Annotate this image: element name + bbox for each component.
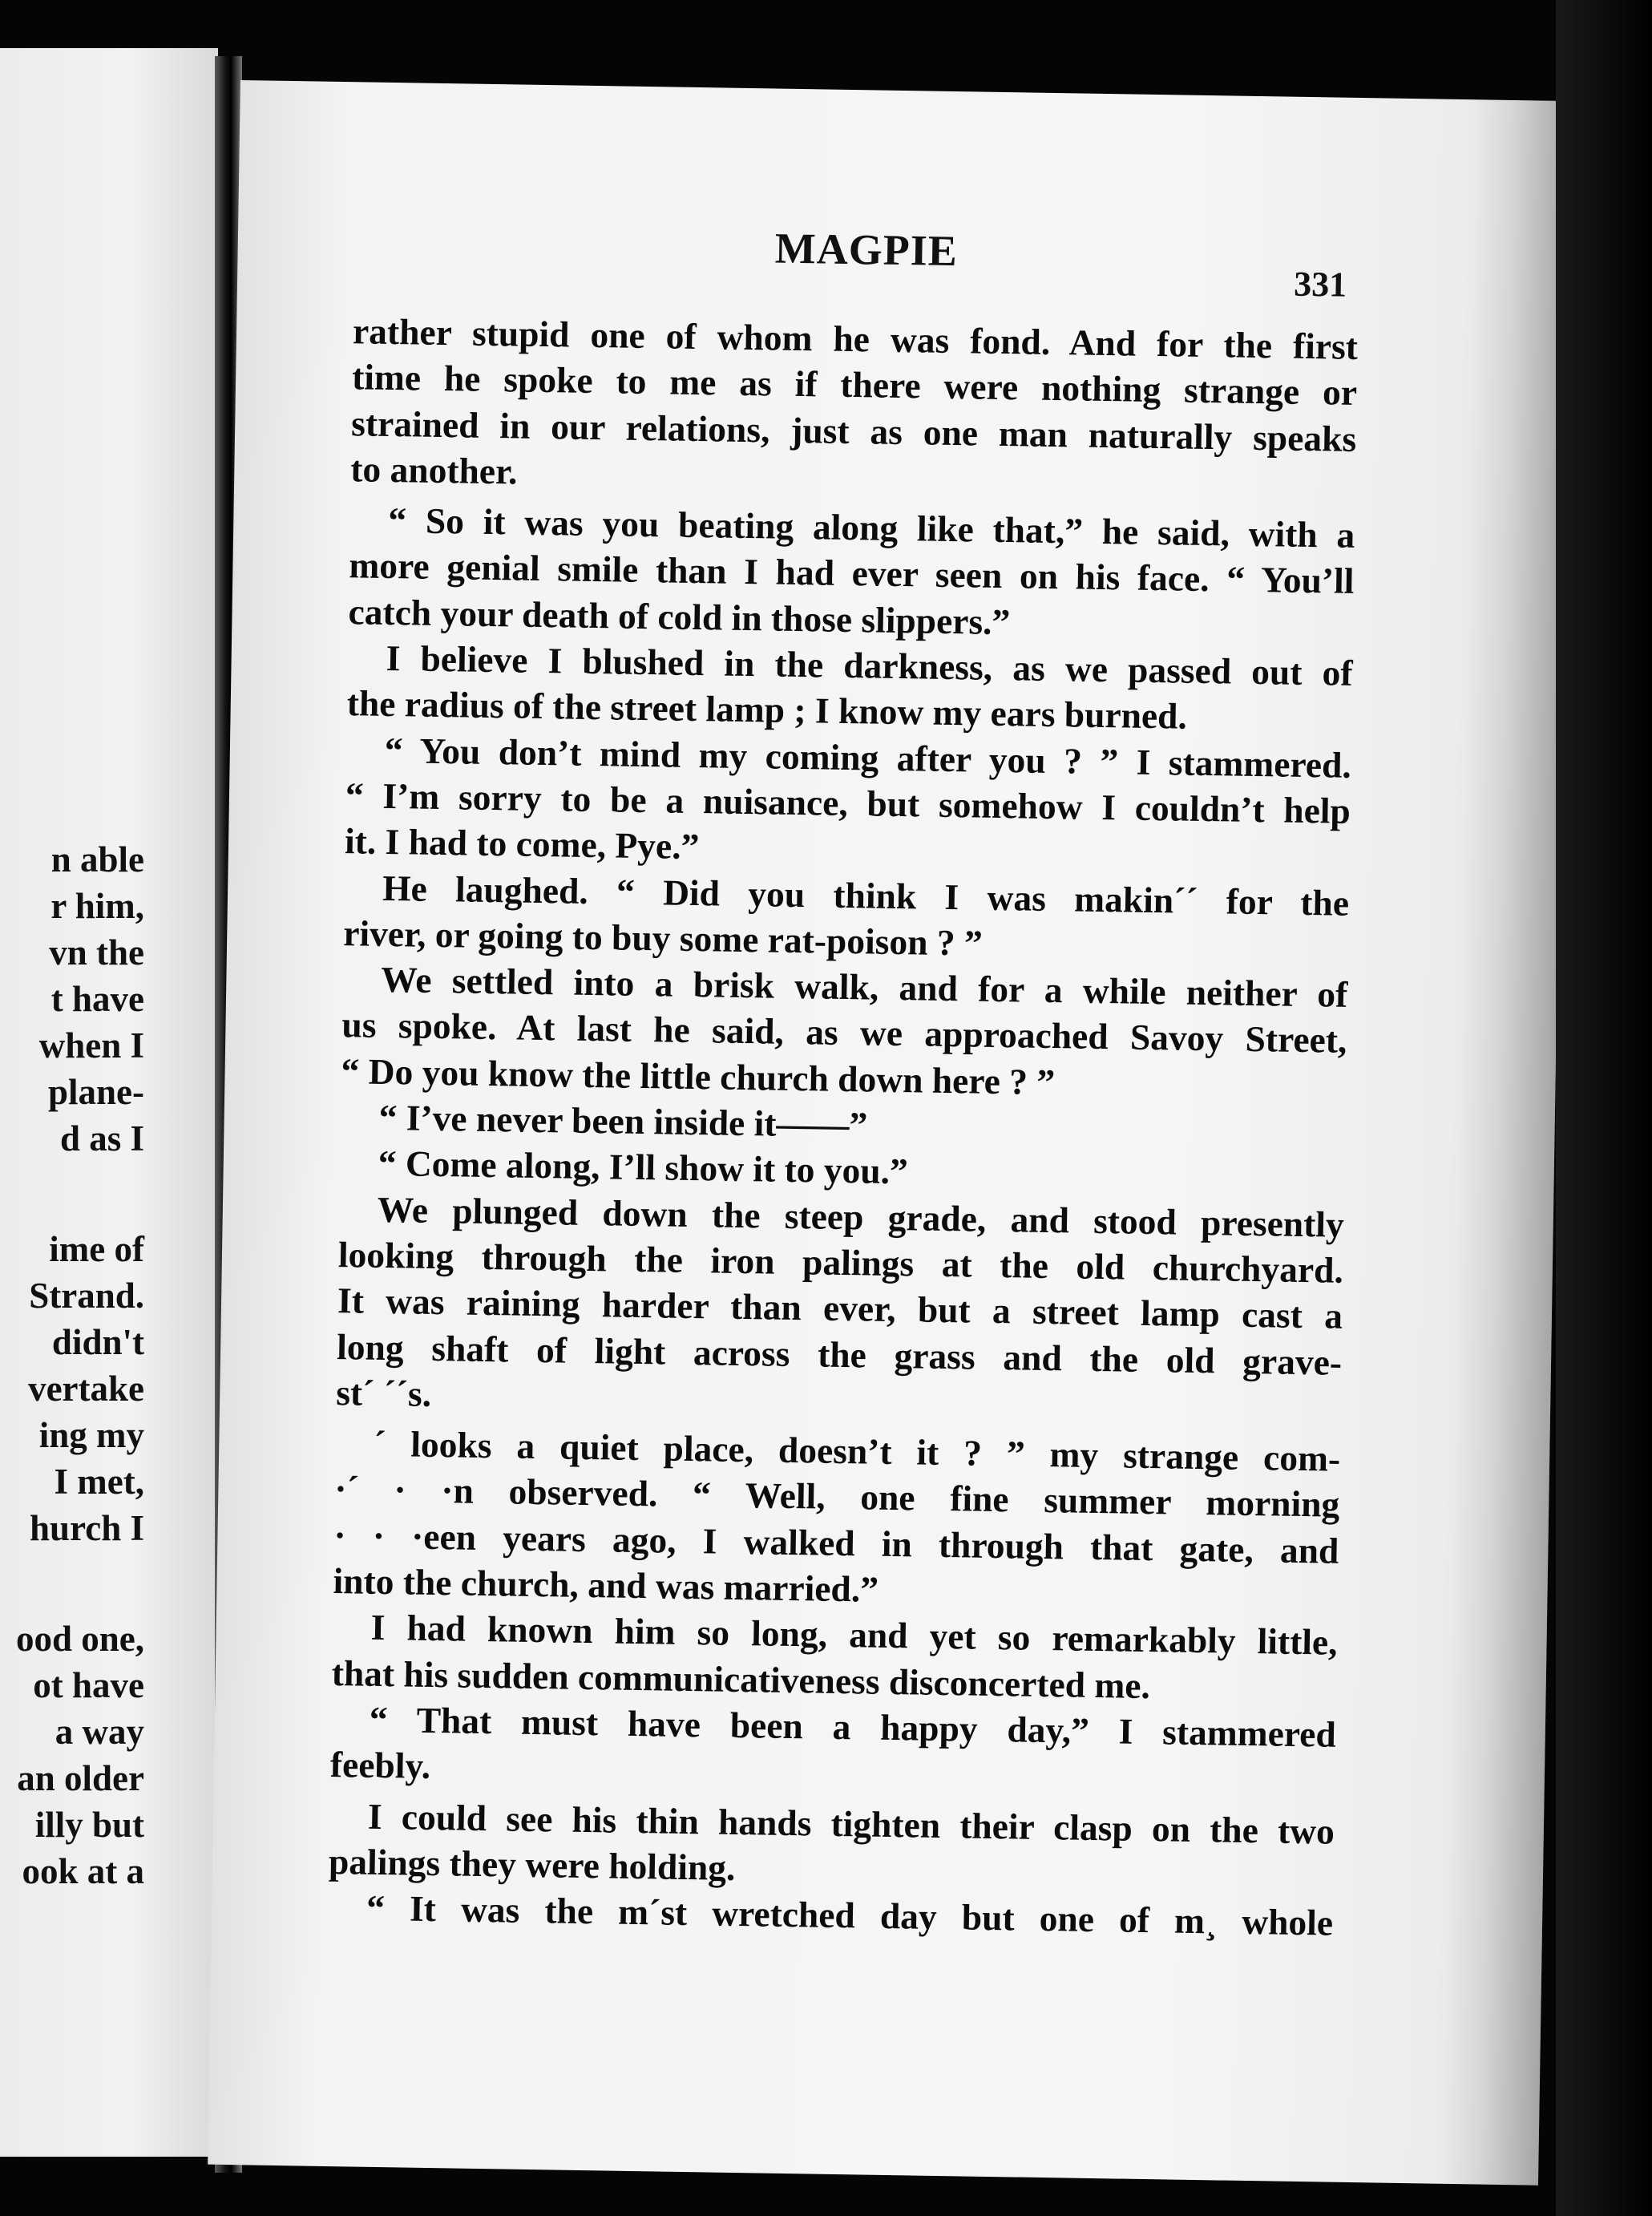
text-line: “ That must have been a happy day,” I stammered	[369, 1698, 1337, 1755]
text-line: ·´ · ·n observed. “ Well, one fine summer morning	[334, 1468, 1340, 1526]
text-line: that his sudden communicativeness disconcerted me.	[331, 1652, 1151, 1706]
text-line: catch your death of cold in those slippers.”	[348, 590, 1011, 642]
left-page-text-fragment: ing my	[38, 1415, 144, 1455]
text-line: I believe I blushed in the darkness, as we passed out of	[386, 637, 1353, 694]
left-page-text-fragment: t have	[50, 979, 144, 1019]
left-page-text-fragment: vn the	[49, 932, 144, 973]
book-cover-edge	[1556, 0, 1652, 2216]
body-text	[328, 308, 1359, 1946]
text-line: strained in our relations, just as one man naturally speaks	[350, 402, 1357, 459]
text-line: “ Do you know the little church down here ? ”	[341, 1049, 1056, 1102]
text-line: to another.	[350, 448, 518, 492]
page-edge-shadow	[1442, 99, 1571, 2186]
text-line: more genial smile than I had ever seen on his face. “ You’ll	[349, 544, 1355, 602]
text-line: feebly.	[329, 1744, 431, 1787]
left-page-text-fragment: n able	[50, 839, 144, 880]
left-page-fragment	[0, 48, 218, 2157]
text-line: “ I’m sorry to be a nuisance, but somehow I couldn’t help	[345, 774, 1351, 831]
text-line: st´ ´´s.	[335, 1371, 432, 1414]
left-page-text-fragment: ood one,	[15, 1619, 144, 1659]
left-page-text-fragment: a way	[55, 1712, 144, 1752]
text-line: it. I had to come, Pye.”	[344, 820, 700, 867]
left-page-text-fragment: an older	[17, 1758, 144, 1798]
text-line: We settled into a brisk walk, and for a while neither of	[381, 959, 1348, 1015]
left-page-text-fragment: I met,	[54, 1462, 144, 1502]
text-line: · · ·een years ago, I walked in through that gate, and	[333, 1514, 1339, 1571]
left-page-text-fragment: when I	[38, 1025, 144, 1066]
text-line: “ You don’t mind my coming after you ? ” I stammered.	[384, 729, 1352, 786]
text-line: “ Come along, I’ll show it to you.”	[378, 1142, 909, 1192]
right-page	[208, 80, 1571, 2186]
text-line: time he spoke to me as if there were nothing strange or	[351, 356, 1358, 414]
text-line: river, or going to buy some rat-poison ? ”	[342, 912, 984, 964]
left-page-text-fragment: d as I	[59, 1118, 144, 1159]
text-line: “ It was the m´st wretched day but one of m¸ whole	[366, 1886, 1334, 1943]
left-page-text-fragment: illy but	[34, 1805, 144, 1845]
text-line: We plunged down the steep grade, and stood presently	[377, 1188, 1345, 1245]
left-page-text-fragment: didn't	[51, 1322, 144, 1362]
text-line: ´ looks a quiet place, doesn’t it ? ” my strange com-	[373, 1422, 1341, 1479]
text-line: I could see his thin hands tighten their clasp on the two	[367, 1795, 1335, 1852]
text-line: into the church, and was married.”	[333, 1560, 879, 1610]
left-page-text-fragment: ime of	[49, 1229, 144, 1269]
text-line: looking through the iron palings at the old churchyard.	[337, 1234, 1344, 1291]
text-line: “ So it was you beating along like that,” he said, with a	[388, 499, 1355, 556]
left-page-text-fragment: ook at a	[22, 1851, 144, 1891]
left-page-text-fragment: ot have	[33, 1665, 144, 1705]
running-head: MAGPIE	[774, 224, 959, 276]
text-line: I had known him so long, and yet so remarkably little,	[370, 1607, 1338, 1664]
text-line: the radius of the street lamp ; I know my ears burned.	[346, 682, 1188, 738]
text-line: palings they were holding.	[328, 1840, 736, 1888]
left-page-text-fragment: Strand.	[29, 1276, 144, 1316]
left-page-text-fragment: plane-	[47, 1072, 144, 1112]
text-line: long shaft of light across the grass and the old grave-	[336, 1325, 1343, 1383]
text-line: “ I’ve never been inside it——”	[378, 1096, 868, 1146]
page-number: 331	[1293, 264, 1347, 305]
text-line: us spoke. At last he said, as we approached Savoy Street,	[341, 1004, 1347, 1061]
left-page-text-fragment: vertake	[28, 1369, 144, 1409]
left-page-text-fragment: r him,	[50, 886, 144, 926]
text-line: rather stupid one of whom he was fond. And for the first	[352, 310, 1359, 367]
left-page-text-fragment: hurch I	[30, 1508, 144, 1548]
text-line: It was raining harder than ever, but a street lamp cast a	[337, 1280, 1343, 1337]
text-line: He laughed. “ Did you think I was makin´´ for the	[382, 867, 1350, 924]
